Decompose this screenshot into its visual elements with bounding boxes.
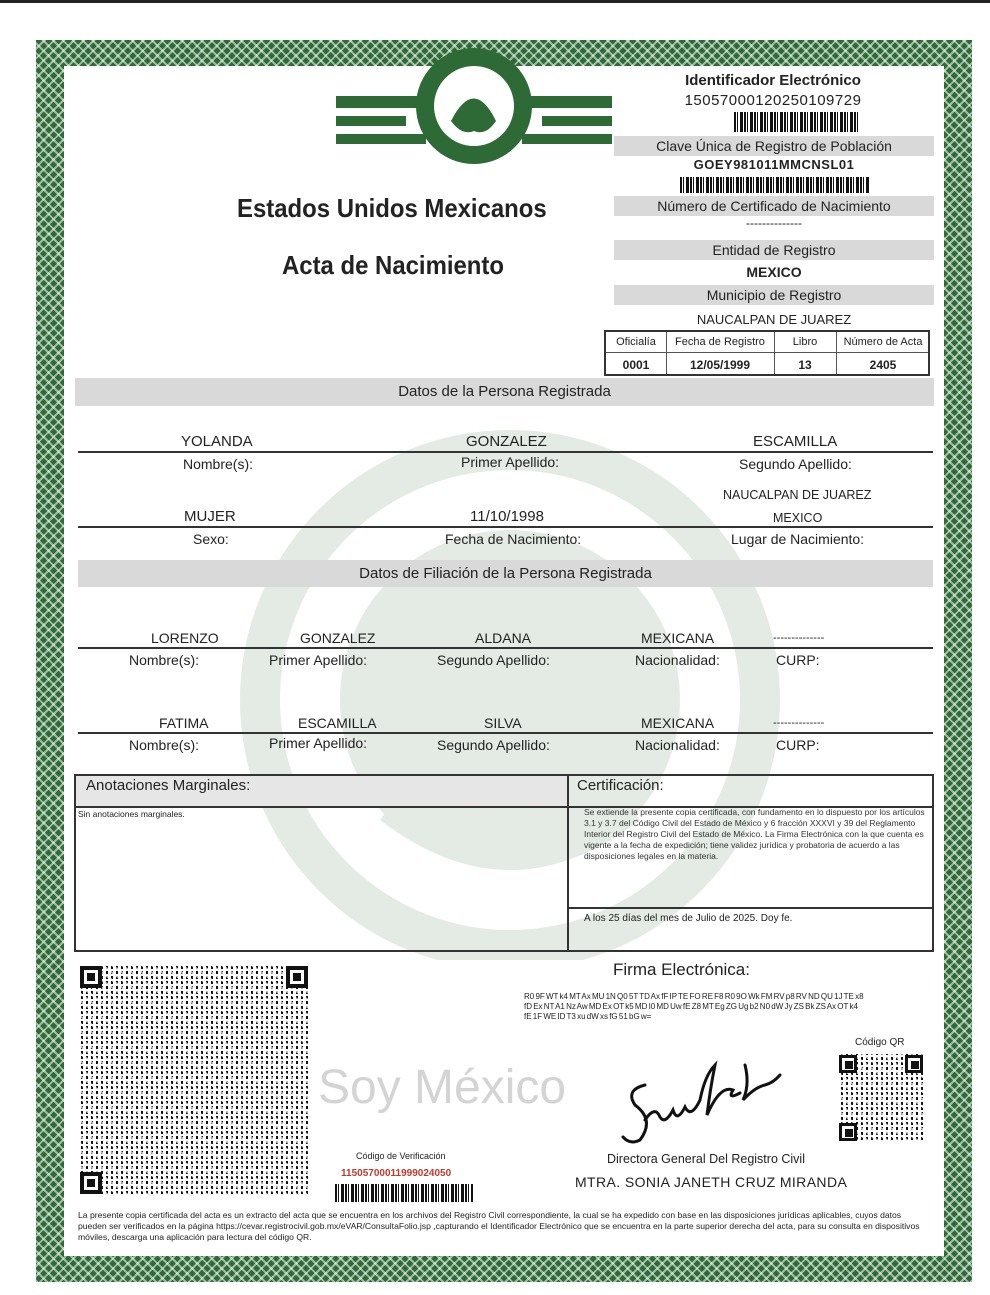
annotations-text: Sin anotaciones marginales. (78, 809, 185, 819)
table-value-libro: 13 (798, 358, 812, 372)
section-filiacion-title: Datos de Filiación de la Persona Registrada (78, 560, 933, 587)
curp-label: Clave Única de Registro de Población (614, 136, 934, 156)
certification-date-text: A los 25 días del mes de Julio de 2025. Doy fe. (584, 913, 793, 924)
verification-code-label: Código de Verificación (356, 1151, 446, 1161)
country-title: Estados Unidos Mexicanos (237, 193, 547, 223)
registry-entity-value: MEXICO (746, 264, 802, 280)
padre1-segundo-apellido: ALDANA (475, 630, 532, 646)
persona-fecha-nacimiento: 11/10/1998 (470, 508, 544, 525)
padre2-curp-label: CURP: (776, 737, 820, 753)
padre1-nacionalidad: MEXICANA (641, 630, 715, 646)
certification-title: Certificación: (577, 777, 664, 794)
padre1-nacionalidad-label: Nacionalidad: (635, 652, 720, 668)
registry-municipality-value: NAUCALPAN DE JUAREZ (696, 312, 852, 327)
table-value-numero-acta: 2405 (869, 358, 897, 372)
padre2-primer-apellido-label: Primer Apellido: (269, 735, 368, 751)
birth-certificate-number-label: Número de Certificado de Nacimiento (614, 196, 934, 216)
table-value-fecha-registro: 12/05/1999 (689, 358, 751, 372)
persona-primer-apellido: GONZALEZ (466, 433, 547, 450)
box-divider (567, 776, 569, 950)
padre2-nombre: FATIMA (159, 715, 209, 731)
verification-qr-code-icon (78, 964, 310, 1196)
certification-text: Se extiende la presente copia certificada, con fundamento en lo dispuesto por los artículos 3.1 y 3.7 del Código Civil del Estado de México y 6 fracción XXXVI y 39 del Reglamento Interior del Registro Civil del Estado de México. La Firma Electrónica con la que cuenta es vigente a la fecha de expedición; tiene validez jurídica y probatoria de acuerdo a las disposiciones legales en la materia. (584, 807, 925, 861)
verification-barcode-icon (335, 1184, 473, 1202)
padre2-nacionalidad: MEXICANA (641, 715, 715, 731)
table-header-libro: Libro (792, 336, 818, 348)
padre2-primer-apellido: ESCAMILLA (298, 715, 377, 731)
persona-lugar-label: Lugar de Nacimiento: (731, 531, 865, 547)
birth-certificate-number-value: -------------- (746, 216, 802, 230)
top-border-line (0, 0, 990, 3)
national-seal-icon (336, 46, 612, 166)
padre1-nombre-label: Nombre(s): (129, 652, 200, 668)
curp-barcode-icon (680, 177, 870, 193)
padre2-nombre-label: Nombre(s): (129, 737, 200, 753)
divider (78, 451, 933, 453)
padre2-curp: -------------- (773, 717, 825, 729)
persona-sexo-label: Sexo: (193, 531, 229, 547)
electronic-id-value: 15057000120250109729 (684, 92, 862, 109)
padre1-primer-apellido: GONZALEZ (300, 630, 376, 646)
persona-nombre-label: Nombre(s): (183, 456, 254, 472)
registration-table (604, 330, 930, 376)
persona-primer-apellido-label: Primer Apellido: (461, 454, 560, 470)
verification-code-value: 11505700011999024050 (341, 1168, 452, 1179)
registry-entity-label: Entidad de Registro (614, 240, 934, 260)
electronic-signature-title: Firma Electrónica: (613, 960, 750, 979)
box-divider (569, 907, 932, 909)
divider (78, 732, 933, 734)
registry-municipality-label: Municipio de Registro (614, 285, 934, 305)
persona-lugar-municipio: NAUCALPAN DE JUAREZ (723, 488, 872, 502)
slogan-text: Soy México (318, 1061, 567, 1114)
persona-segundo-apellido-label: Segundo Apellido: (739, 456, 852, 472)
id-barcode-icon (734, 112, 858, 132)
section-persona-title: Datos de la Persona Registrada (75, 378, 934, 406)
table-header-fecha-registro: Fecha de Registro (675, 336, 765, 348)
divider (78, 526, 933, 528)
curp-value: GOEY981011MMCNSL01 (693, 157, 855, 172)
qr-code-label: Código QR (855, 1037, 905, 1048)
handwritten-signature-icon (615, 1045, 785, 1150)
director-title: Directora General Del Registro Civil (607, 1152, 805, 1166)
table-header-numero-acta: Número de Acta (843, 336, 923, 348)
padre2-segundo-apellido-label: Segundo Apellido: (437, 737, 550, 753)
persona-fecha-nacimiento-label: Fecha de Nacimiento: (445, 531, 582, 547)
padre1-segundo-apellido-label: Segundo Apellido: (437, 652, 550, 668)
footer-legal-text: La presente copia certificada del acta es un extracto del acta que se encuentra en los archivos del Registro Civil correspondiente, la cual se ha expedido con base en las disposiciones jurídicas aplicables, cuyos datos pueden ser verificados en la página https://cevar.registrocivil.gob.mx/eVAR/ConsultaFolio.jsp ,capturando el Identificador Electrónico que se encuentra en la parte superior derecha del acta, para su consulta en dispositivos móviles, descarga una aplicación para lectura del código QR. (78, 1210, 920, 1242)
annotations-title: Anotaciones Marginales: (86, 777, 251, 794)
small-qr-code-icon (838, 1054, 924, 1142)
table-header-oficialia: Oficialía (616, 336, 656, 348)
padre2-segundo-apellido: SILVA (484, 715, 522, 731)
divider (78, 647, 933, 649)
persona-sexo: MUJER (184, 508, 236, 525)
document-title: Acta de Nacimiento (282, 250, 504, 280)
padre1-curp-label: CURP: (776, 652, 820, 668)
persona-segundo-apellido: ESCAMILLA (753, 433, 838, 450)
persona-lugar-estado: MEXICO (773, 511, 823, 525)
padre2-nacionalidad-label: Nacionalidad: (635, 737, 720, 753)
padre1-nombre: LORENZO (151, 630, 219, 646)
electronic-id-label: Identificador Electrónico (685, 72, 861, 89)
padre1-curp: -------------- (773, 632, 825, 644)
table-value-oficialia: 0001 (622, 358, 650, 372)
padre1-primer-apellido-label: Primer Apellido: (269, 652, 368, 668)
persona-nombre: YOLANDA (181, 433, 253, 450)
electronic-signature-hash: R0 9F WT k4 MT Ax MU 1N Q0 5T TD Ax fF IP TE FO RE F8 R0 9O Wk FM RV p8 RV ND QU 1J TE x8 fD Ex NT A1 Nz Aw MD Ex OT k5 MD I0 MD Uw fE Z8 MT Eg ZG Ug b2 N0 dW Jy ZS Bk ZS Ax OT k4 fE 1F WE ID T3 xu dW xs fG 51 bG w= (524, 992, 864, 1021)
director-name: MTRA. SONIA JANETH CRUZ MIRANDA (575, 1174, 848, 1190)
